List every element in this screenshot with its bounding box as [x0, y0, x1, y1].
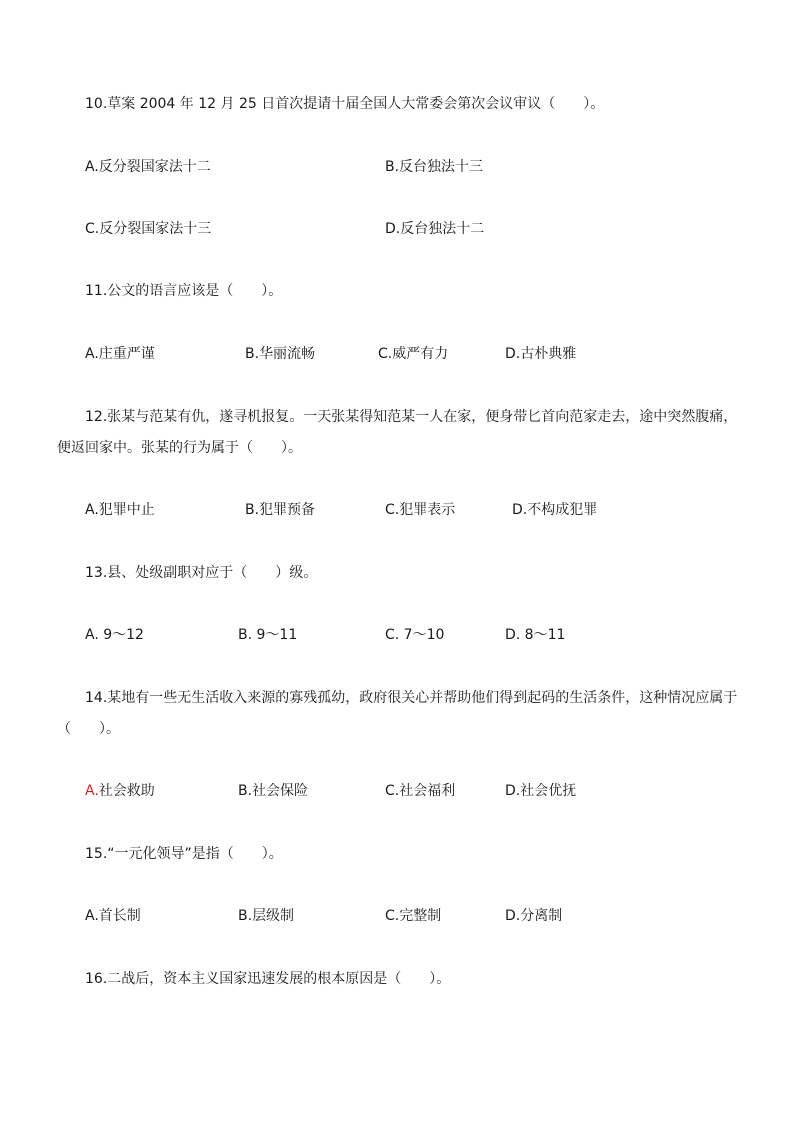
option-text: 社会优抚 [520, 783, 577, 799]
option-letter: A. [85, 159, 99, 175]
question-number: 14. [85, 690, 108, 706]
option-text: 社会保险 [252, 783, 309, 799]
option-a [85, 501, 155, 519]
option-b [238, 782, 308, 800]
option-c [385, 626, 444, 644]
option-letter: A. [85, 627, 99, 643]
option-letter: D. [512, 502, 528, 518]
question-number: 16. [85, 971, 108, 987]
option-c [85, 220, 211, 238]
option-letter: C. [385, 627, 400, 643]
question-14 [85, 689, 737, 707]
option-c [378, 345, 448, 363]
question-text: （ ）。 [57, 721, 120, 737]
option-b [238, 907, 294, 925]
option-d [505, 907, 562, 925]
option-letter: C. [385, 502, 400, 518]
option-letter: C. [378, 346, 393, 362]
option-a [85, 907, 141, 925]
option-a [85, 782, 155, 800]
option-letter: C. [385, 783, 400, 799]
question-text: 县、处级副职对应于（ ）级。 [107, 565, 318, 581]
option-text: 威严有力 [392, 346, 449, 362]
option-letter: B. [245, 502, 260, 518]
option-a [85, 626, 144, 644]
option-text: 犯罪中止 [98, 502, 155, 518]
question-text: 草案 2004 年 12 月 25 日首次提请十届全国人大常委会第次会议审议（ ）。 [107, 96, 605, 112]
question-11 [85, 282, 282, 300]
question-text: 二战后，资本主义国家迅速发展的根本原因是（ ）。 [107, 971, 451, 987]
question-15 [85, 845, 283, 863]
option-text: 8～11 [520, 627, 566, 643]
option-text: 分离制 [520, 908, 563, 924]
option-text: 完整制 [399, 908, 442, 924]
option-letter: D. [505, 627, 521, 643]
question-16 [85, 970, 450, 988]
option-letter-highlighted: A. [85, 783, 99, 799]
option-letter: C. [385, 908, 400, 924]
option-text: 华丽流畅 [259, 346, 316, 362]
option-letter: B. [238, 908, 253, 924]
option-text: 犯罪表示 [399, 502, 456, 518]
question-text: “一元化领导”是指（ ）。 [107, 846, 283, 862]
question-12 [85, 408, 737, 426]
option-a [85, 345, 155, 363]
option-text: 反分裂国家法十二 [98, 159, 211, 175]
option-b [245, 345, 315, 363]
option-text: 不构成犯罪 [527, 502, 598, 518]
option-c [385, 782, 455, 800]
option-letter: D. [505, 783, 521, 799]
question-12-continued [57, 439, 302, 457]
question-text: 张某与范某有仇，遂寻机报复。一天张某得知范某一人在家，便身带匕首向范家走去，途中突然腹痛， [107, 409, 738, 425]
option-text: 首长制 [98, 908, 141, 924]
option-b [238, 626, 297, 644]
option-text: 7～10 [399, 627, 445, 643]
question-text: 便返回家中。张某的行为属于（ ）。 [57, 440, 302, 456]
option-letter: B. [238, 627, 253, 643]
question-14-continued [57, 720, 120, 738]
question-13 [85, 564, 317, 582]
option-letter: C. [85, 221, 100, 237]
question-number: 10. [85, 96, 108, 112]
question-text: 某地有一些无生活收入来源的寡残孤幼，政府很关心并帮助他们得到起码的生活条件，这种情况应属于 [107, 690, 738, 706]
option-text: 9～12 [98, 627, 144, 643]
option-text: 反台独法十二 [400, 221, 485, 237]
option-d [505, 345, 576, 363]
option-d [505, 626, 565, 644]
option-text: 层级制 [252, 908, 295, 924]
option-d [385, 220, 484, 238]
option-d [505, 782, 576, 800]
option-letter: A. [85, 346, 99, 362]
option-text: 庄重严谨 [98, 346, 155, 362]
option-letter: B. [385, 159, 400, 175]
option-letter: D. [505, 908, 521, 924]
question-number: 13. [85, 565, 108, 581]
option-text: 社会救助 [98, 783, 155, 799]
option-letter: D. [385, 221, 401, 237]
option-b [385, 158, 483, 176]
option-letter: B. [245, 346, 260, 362]
option-text: 9～11 [252, 627, 298, 643]
option-letter: A. [85, 908, 99, 924]
option-d [512, 501, 597, 519]
option-b [245, 501, 315, 519]
option-letter: B. [238, 783, 253, 799]
option-text: 反分裂国家法十三 [99, 221, 212, 237]
option-text: 反台独法十三 [399, 159, 484, 175]
question-text: 公文的语言应该是（ ）。 [107, 283, 283, 299]
option-c [385, 907, 441, 925]
option-text: 社会福利 [399, 783, 456, 799]
option-a [85, 158, 211, 176]
option-c [385, 501, 455, 519]
option-text: 犯罪预备 [259, 502, 316, 518]
question-number: 11. [85, 283, 108, 299]
question-number: 12. [85, 409, 108, 425]
question-10 [85, 95, 604, 113]
option-letter: A. [85, 502, 99, 518]
option-text: 古朴典雅 [520, 346, 577, 362]
option-letter: D. [505, 346, 521, 362]
question-number: 15. [85, 846, 108, 862]
